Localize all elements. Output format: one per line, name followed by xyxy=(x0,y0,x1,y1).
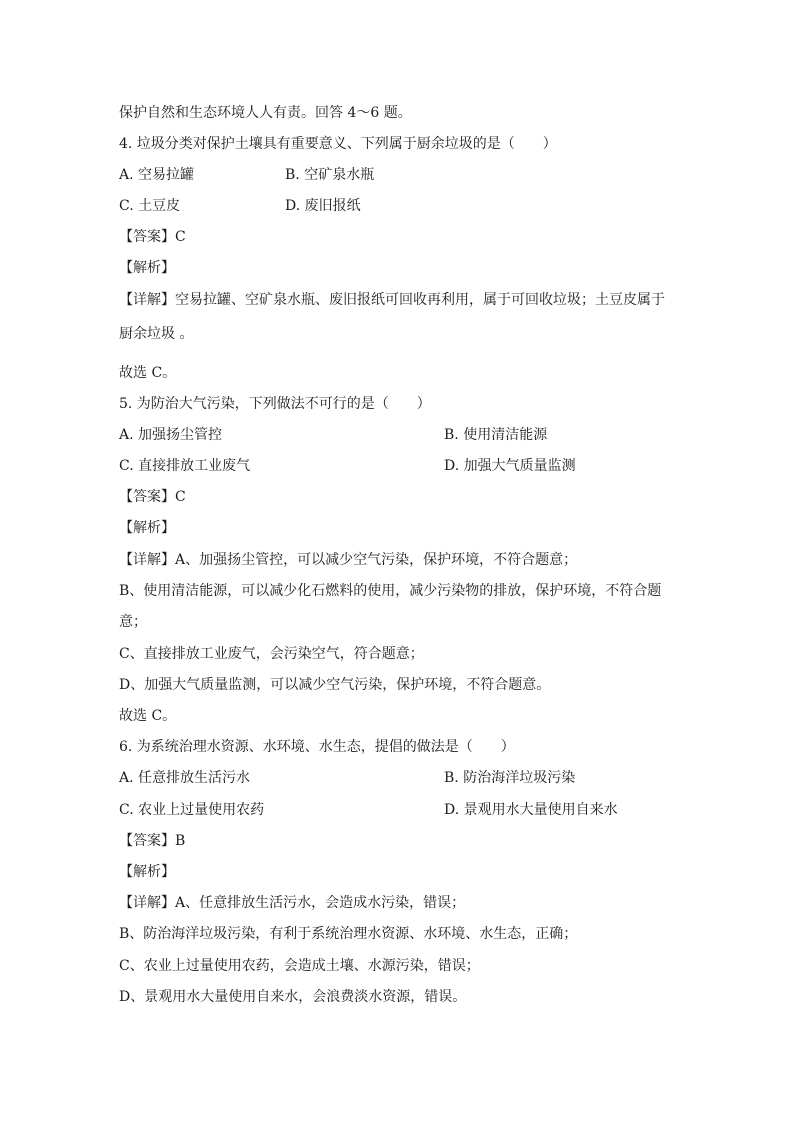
question-4-option-a: A. 空易拉罐 xyxy=(119,167,195,183)
question-4-analysis-heading: 【解析】 xyxy=(119,260,175,276)
question-5-option-a: A. 加强扬尘管控 xyxy=(119,427,223,443)
question-5-stem: 5. 为防治大气污染，下列做法不可行的是（ ） xyxy=(119,396,431,412)
question-4-option-c: C. 土豆皮 xyxy=(119,198,181,214)
question-5-option-b: B. 使用清洁能源 xyxy=(444,427,548,443)
question-6-detail-line-4: D、景观用水大量使用自来水，会浪费淡水资源，错误。 xyxy=(119,989,467,1005)
question-6-option-a: A. 任意排放生活污水 xyxy=(119,770,251,786)
question-5-conclusion: 故选 C。 xyxy=(119,708,177,724)
question-6-detail-line-2: B、防治海洋垃圾污染，有利于系统治理水资源、水环境、水生态，正确； xyxy=(119,926,578,942)
question-4-detail-line-1: 【详解】空易拉罐、空矿泉水瓶、废旧报纸可回收再利用，属于可回收垃圾；土豆皮属于 xyxy=(119,292,665,308)
question-6-stem: 6. 为系统治理水资源、水环境、水生态，提倡的做法是（ ） xyxy=(119,739,515,755)
question-5-detail-line-3: 意； xyxy=(119,614,147,630)
question-5-option-d: D. 加强大气质量监测 xyxy=(444,458,576,474)
question-6-detail-line-3: C、农业上过量使用农药，会造成土壤、水源污染，错误； xyxy=(119,958,480,974)
question-5-detail-line-1: 【详解】A、加强扬尘管控，可以减少空气污染，保护环境，不符合题意； xyxy=(119,552,578,568)
question-6-option-d: D. 景观用水大量使用自来水 xyxy=(444,802,618,818)
question-5-answer: 【答案】C xyxy=(119,489,186,505)
question-5-option-c: C. 直接排放工业废气 xyxy=(119,458,251,474)
question-4-option-d: D. 废旧报纸 xyxy=(285,198,361,214)
question-4-answer: 【答案】C xyxy=(119,229,186,245)
intro-text: 保护自然和生态环境人人有责。回答 4～6 题。 xyxy=(119,105,412,121)
question-6-analysis-heading: 【解析】 xyxy=(119,864,175,880)
question-4-stem: 4. 垃圾分类对保护土壤具有重要意义、下列属于厨余垃圾的是（ ） xyxy=(119,136,557,152)
question-6-option-c: C. 农业上过量使用农药 xyxy=(119,802,265,818)
question-5-analysis-heading: 【解析】 xyxy=(119,520,175,536)
question-4-conclusion: 故选 C。 xyxy=(119,365,177,381)
question-5-detail-line-2: B、使用清洁能源，可以减少化石燃料的使用，减少污染物的排放，保护环境，不符合题 xyxy=(119,583,662,599)
question-4-option-b: B. 空矿泉水瓶 xyxy=(285,167,375,183)
question-6-option-b: B. 防治海洋垃圾污染 xyxy=(444,770,576,786)
question-6-answer: 【答案】B xyxy=(119,833,186,849)
question-6-detail-line-1: 【详解】A、任意排放生活污水，会造成水污染，错误； xyxy=(119,895,466,911)
question-4-detail-line-2: 厨余垃圾 。 xyxy=(119,326,194,342)
question-5-detail-line-4: C、直接排放工业废气，会污染空气，符合题意； xyxy=(119,646,424,662)
question-5-detail-line-5: D、加强大气质量监测，可以减少空气污染，保护环境，不符合题意。 xyxy=(119,677,551,693)
